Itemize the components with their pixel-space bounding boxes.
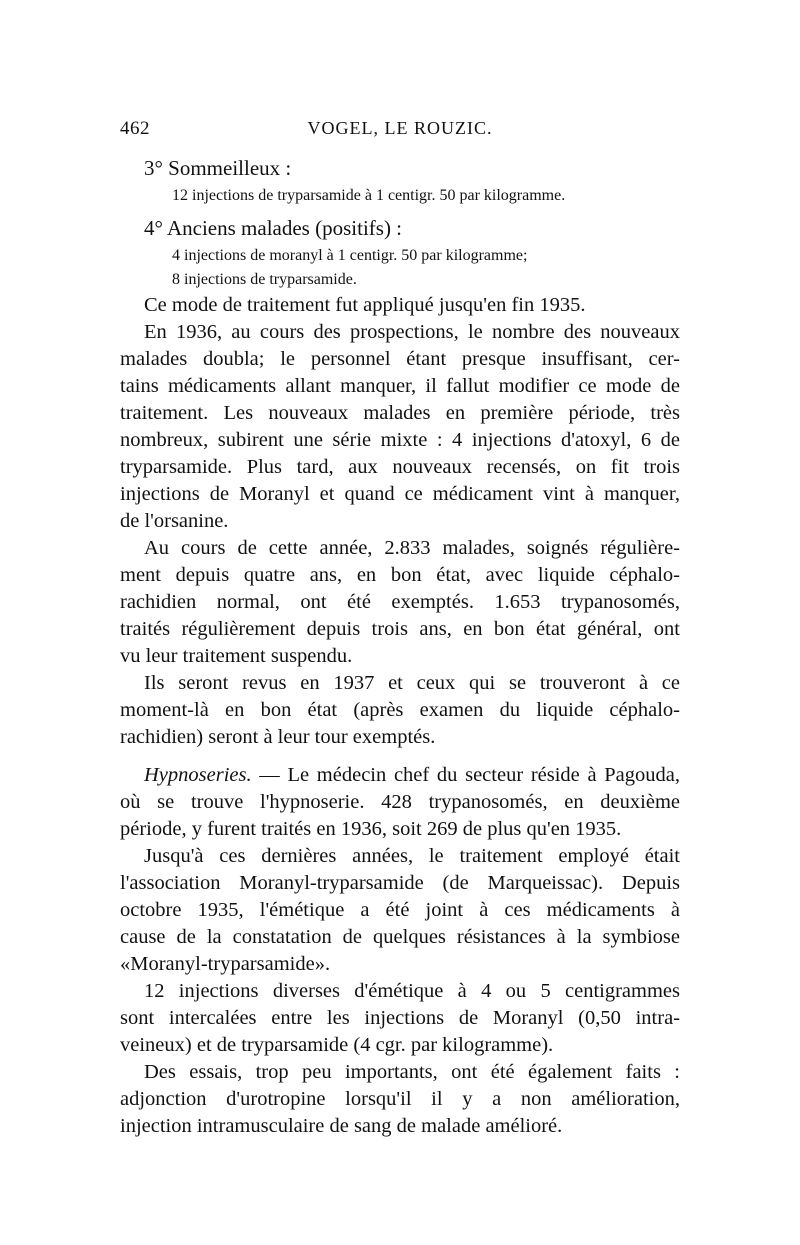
paragraph-line: l'association Moranyl-tryparsamide (de Marqueissac). Depuis	[120, 872, 680, 894]
paragraph-line: rachidien normal, ont été exemptés. 1.653 trypanosomés,	[120, 591, 680, 613]
paragraph-line: nombreux, subirent une série mixte : 4 injections d'atoxyl, 6 de	[120, 429, 680, 451]
paragraph-line: Des essais, trop peu importants, ont été également faits :	[144, 1061, 680, 1083]
paragraph-line: où se trouve l'hypnoserie. 428 trypanosomés, en deuxième	[120, 791, 680, 813]
paragraph-line: traités régulièrement depuis trois ans, en bon état général, ont	[120, 618, 680, 640]
section-4	[120, 212, 680, 292]
paragraph-line: Jusqu'à ces dernières années, le traitement employé était	[144, 845, 680, 867]
paragraph-line: tains médicaments allant manquer, il fallut modifier ce mode de	[120, 375, 680, 397]
hypnoseries-section	[120, 762, 680, 1140]
paragraph-line: injection intramusculaire de sang de malade amélioré.	[120, 1115, 563, 1137]
section-3	[120, 152, 680, 208]
paragraph-line: de l'orsanine.	[120, 510, 229, 532]
paragraph-line: période, y furent traités en 1936, soit 269 de plus qu'en 1935.	[120, 818, 622, 840]
page-number: 462	[120, 118, 150, 139]
paragraph-line: traitement. Les nouveaux malades en première période, très	[120, 402, 680, 424]
paragraph-text: — Le médecin chef du secteur réside à Pagouda,	[251, 764, 680, 786]
paragraph-line: injections de Moranyl et quand ce médicament vint à manquer,	[120, 483, 680, 505]
paragraph-line: adjonction d'urotropine lorsqu'il il y a non amélioration,	[120, 1088, 680, 1110]
paragraph-line: moment-là en bon état (après examen du liquide céphalo-	[120, 699, 680, 721]
paragraph-line: veineux) et de tryparsamide (4 cgr. par kilogramme).	[120, 1034, 554, 1056]
paragraph-line: sont intercalées entre les injections de Moranyl (0,50 intra-	[120, 1007, 680, 1029]
paragraph-line: Au cours de cette année, 2.833 malades, soignés régulière-	[144, 537, 680, 559]
paragraph-line: «Moranyl-tryparsamide».	[120, 953, 331, 975]
section-heading: 4° Anciens malades (positifs) :	[144, 216, 403, 240]
paragraph-line: En 1936, au cours des prospections, le nombre des nouveaux	[144, 321, 680, 343]
paragraph-line	[120, 762, 680, 789]
running-title: VOGEL, LE ROUZIC.	[307, 118, 493, 138]
paragraph-line: vu leur traitement suspendu.	[120, 645, 353, 667]
dosage-line: 12 injections de tryparsamide à 1 centigr. 50 par kilogramme.	[172, 187, 566, 204]
dosage-line: 4 injections de moranyl à 1 centigr. 50 par kilogramme;	[172, 247, 528, 264]
paragraph-line: cause de la constatation de quelques résistances à la symbiose	[120, 926, 680, 948]
paragraph-line: ment depuis quatre ans, en bon état, avec liquide céphalo-	[120, 564, 680, 586]
paragraph-line: octobre 1935, l'émétique a été joint à ces médicaments à	[120, 899, 680, 921]
section-heading: 3° Sommeilleux :	[144, 156, 292, 180]
paragraph-line: tryparsamide. Plus tard, aux nouveaux recensés, on fit trois	[120, 456, 680, 478]
paragraph-line: malades doubla; le personnel étant presque insuffisant, cer-	[120, 348, 680, 370]
paragraph-line: Ils seront revus en 1937 et ceux qui se trouveront à ce	[144, 672, 680, 694]
dosage-line: 8 injections de tryparsamide.	[172, 271, 357, 288]
section-label: Hypnoseries.	[144, 764, 252, 786]
page-header	[120, 118, 680, 148]
paragraph-line: rachidien) seront à leur tour exemptés.	[120, 726, 436, 748]
body-text	[120, 292, 680, 751]
paragraph-line: Ce mode de traitement fut appliqué jusqu'en fin 1935.	[144, 294, 586, 316]
paragraph-line: 12 injections diverses d'émétique à 4 ou 5 centigrammes	[144, 980, 680, 1002]
